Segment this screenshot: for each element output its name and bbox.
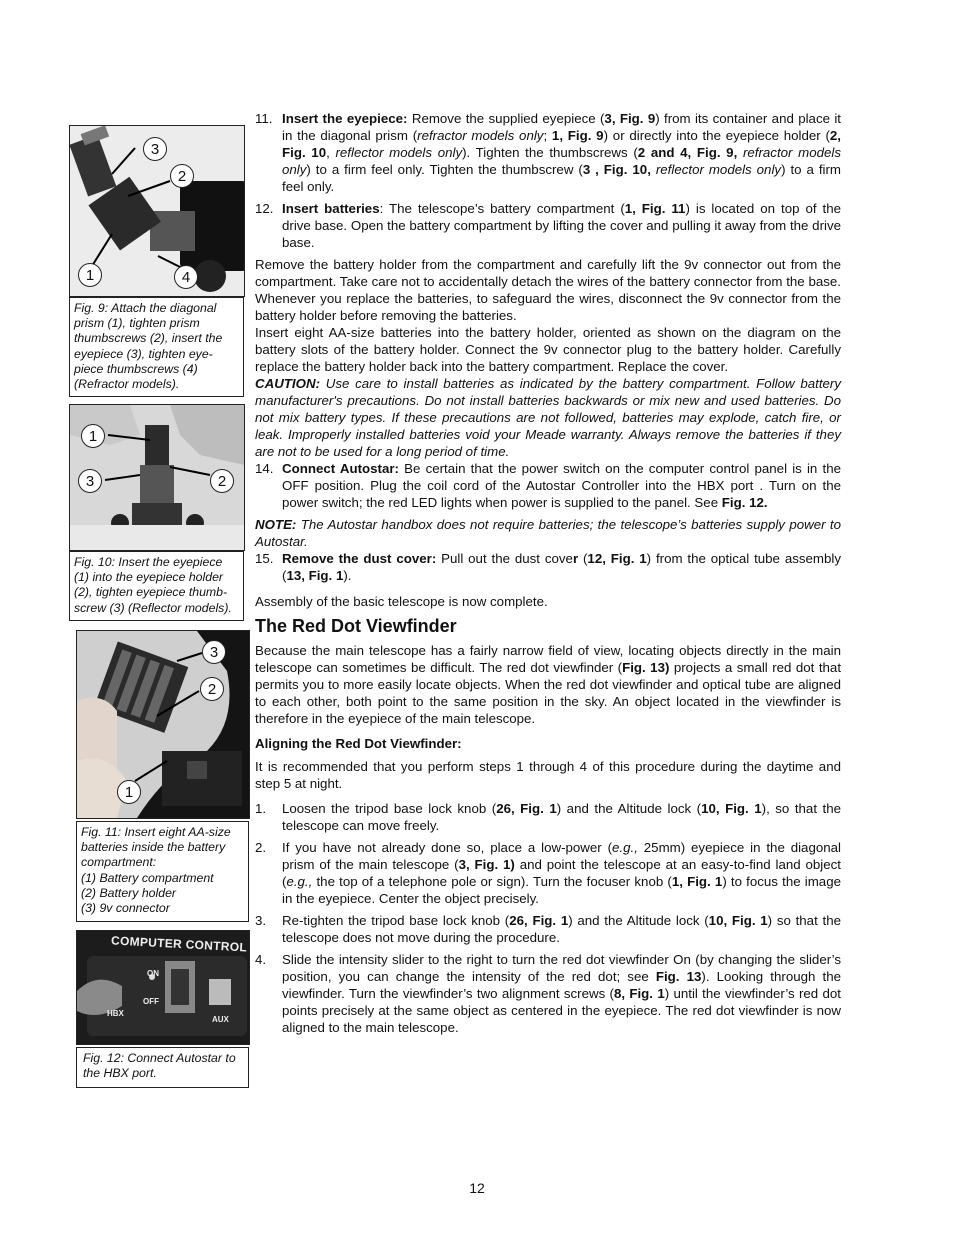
fig10-caption-line: screw (3) (Reflector models). xyxy=(74,600,232,615)
emph: e.g., xyxy=(612,840,638,855)
text: , xyxy=(326,145,336,160)
step-body xyxy=(282,550,841,584)
ref: Fig. 13) xyxy=(622,660,670,675)
fig11-caption-line: batteries inside the battery xyxy=(81,840,226,855)
ref: 8, Fig. 1 xyxy=(613,986,665,1001)
text: Because the main telescope has a fairly narrow field of view, locating objects directly in the main telescope can sometimes be difficult. The red dot viewfinder ( xyxy=(255,643,841,675)
text: ) or directly into the eyepiece holder ( xyxy=(603,128,830,143)
text: Pull out the dust cove xyxy=(436,551,573,566)
text: Re-tighten the tripod base lock knob ( xyxy=(282,913,510,928)
emph: e.g., xyxy=(286,874,313,889)
note-text: The Autostar handbox does not require batteries; the telescope’s batteries supply power to Autostar. xyxy=(255,517,841,549)
fig12-caption-line: Fig. 12: Connect Autostar to xyxy=(83,1051,236,1065)
fig10-caption-line: Fig. 10: Insert the eyepiece xyxy=(74,555,223,569)
fig9-callout-2: 2 xyxy=(170,164,194,188)
text: ) so that the telescope does not move during the procedure. xyxy=(282,913,841,945)
fig11-caption-line: (3) 9v connector xyxy=(81,901,170,916)
text: ( xyxy=(578,551,588,566)
ref: 13, Fig. 1 xyxy=(286,568,344,583)
step-number: 1. xyxy=(255,801,267,816)
ref: 3, Fig. 1) xyxy=(458,857,515,872)
fig9-caption-line: (Refractor models). xyxy=(74,377,180,392)
emph: refractor models only xyxy=(282,145,841,177)
fig12-panel-title: COMPUTER CONTROL xyxy=(110,933,248,955)
ref: 26, Fig. 1 xyxy=(509,913,569,928)
ref: 1, Fig. 1 xyxy=(671,874,723,889)
fig9-caption-line: piece thumbscrews (4) xyxy=(74,361,198,376)
text: : The telescope’s battery compartment ( xyxy=(379,201,625,216)
step-number: 11. xyxy=(255,111,273,126)
fig11-callout-1: 1 xyxy=(117,780,141,804)
text: the top of a telephone pole or sign). Turn the focuser knob ( xyxy=(312,874,672,889)
caution-label: CAUTION: xyxy=(255,376,320,391)
ref: 2 and 4, Fig. 9, xyxy=(637,145,738,160)
step-12-paragraph-3: Insert eight AA-size batteries into the battery holder, oriented as shown on the diagram on the battery slots of the battery holder. Connect the 9v connector plug to the battery holder. Carefully replace the battery holder back into the battery compartment. Replace the cover. xyxy=(255,325,841,374)
text: ), so that the telescope can move freely. xyxy=(282,801,842,833)
step-body xyxy=(282,839,841,907)
fig12-caption xyxy=(76,1047,249,1088)
subheading: Aligning the Red Dot Viewfinder: xyxy=(255,736,462,751)
text: Loosen the tripod base lock knob ( xyxy=(282,801,497,816)
align-step-3 xyxy=(255,912,841,946)
fig10-photo xyxy=(69,404,245,551)
caution-text: Use care to install batteries as indicated by the battery compartment. Follow battery manufacturer's precautions. Do not install batteries backwards or mix new and used batteries. Do not mix battery types. If these precautions are not followed, batteries may explode, catch fire, or leak. Improperly installed batteries void your Meade warranty. Always remove the batteries if they are not to be used for a long period of time. xyxy=(255,376,841,459)
fig9-caption-line: prism (1), tighten prism xyxy=(74,316,200,331)
step-lead: Insert the eyepiece: xyxy=(282,111,408,126)
recommend-paragraph: It is recommended that you perform steps 1 through 4 of this procedure during the daytime and step 5 at night. xyxy=(255,759,841,791)
fig9-caption xyxy=(69,297,244,397)
fig11-caption-line: (2) Battery holder xyxy=(81,885,177,900)
fig12-on-label: ON xyxy=(147,969,159,978)
step-lead: Remove the dust cover: xyxy=(282,551,437,566)
ref: 1, Fig. 9 xyxy=(551,128,604,143)
align-step-4 xyxy=(255,951,841,1036)
step-11 xyxy=(255,110,841,195)
fig10-callout-1: 1 xyxy=(81,424,105,448)
text: If you have not already done so, place a low-power ( xyxy=(282,840,613,855)
assembly-complete-text: Assembly of the basic telescope is now complete. xyxy=(255,594,548,609)
text: Slide the intensity slider to the right to turn the red dot viewfinder On (by changing the slider’s position, you can change the intensity of the red dot; see xyxy=(282,952,841,984)
step-body xyxy=(282,800,841,834)
ref: 2, Fig. 10 xyxy=(282,128,841,160)
step-number: 15. xyxy=(255,551,274,566)
fig10-caption-line: (1) into the eyepiece holder xyxy=(74,570,224,585)
ref: 1, Fig. 11 xyxy=(624,201,686,216)
step-15 xyxy=(255,550,841,584)
step-number: 2. xyxy=(255,840,267,855)
step-number: 4. xyxy=(255,952,267,967)
text: ) from the optical tube assembly ( xyxy=(282,551,841,583)
intro-paragraph xyxy=(255,642,841,727)
fig12-off-label: OFF xyxy=(143,997,159,1006)
text: ) and the Altitude lock ( xyxy=(556,801,702,816)
step-lead: Insert batteries xyxy=(282,201,380,216)
ref: Fig. 12. xyxy=(721,495,768,510)
section-title: The Red Dot Viewfinder xyxy=(255,616,457,636)
fig10-caption-line: (2), tighten eyepiece thumb- xyxy=(74,585,228,600)
step-12-paragraph-2: Remove the battery holder from the compartment and carefully lift the 9v connector out from the compartment. Take care not to accidentally detach the wires of the battery connector from the base. Whenever you replace the batteries, to safeguard the wires, disconnect the 9v connector from the battery holder before removing the batteries. xyxy=(255,257,841,323)
fig9-caption-line: Fig. 9: Attach the diagonal xyxy=(74,301,217,315)
fig9-callout-1: 1 xyxy=(78,263,102,287)
ref: 12, Fig. 1 xyxy=(587,551,647,566)
step-number: 14. xyxy=(255,461,274,476)
text: projects a small red dot that permits you to more easily locate objects. When the red dot viewfinder and optical tube are aligned to each other, both point to the same position in the sky. An object located in the viewfinder is therefore in the eyepiece of the main telescope. xyxy=(255,660,842,726)
text: Remove the supplied eyepiece ( xyxy=(407,111,605,126)
fig9-caption-line: eyepiece (3), tighten eye- xyxy=(74,346,213,361)
text: ). xyxy=(343,568,352,583)
step-body xyxy=(282,912,841,946)
ref: 3, Fig. 9 xyxy=(604,111,656,126)
step-lead: Connect Autostar: xyxy=(282,461,399,476)
text: ) to a firm feel only. Tighten the thumbscrew ( xyxy=(306,162,583,177)
align-step-2 xyxy=(255,839,841,907)
text: ) and the Altitude lock ( xyxy=(568,913,709,928)
text: ) until the viewfinder’s red dot points precisely at the same object as centered in the eyepiece. The red dot viewfinder is now aligned to the main telescope. xyxy=(282,986,842,1035)
step-number: 3. xyxy=(255,913,267,928)
step-12 xyxy=(255,200,841,251)
text: ) to a firm feel only. xyxy=(282,162,841,194)
step-body xyxy=(282,200,841,251)
ref: 26, Fig. 1 xyxy=(496,801,557,816)
emph: reflector models only xyxy=(335,145,463,160)
fig11-photo xyxy=(76,630,250,819)
ref: r xyxy=(572,551,579,566)
align-step-1 xyxy=(255,800,841,834)
step-body xyxy=(282,951,841,1036)
step-number: 12. xyxy=(255,201,274,216)
emph: refractor models only xyxy=(417,128,544,143)
fig9-caption-line: thumbscrews (2), insert the xyxy=(74,331,223,346)
fig10-caption xyxy=(69,551,244,621)
fig12-aux-label: AUX xyxy=(212,1015,229,1024)
fig10-callout-2: 2 xyxy=(210,469,234,493)
note-label: NOTE: xyxy=(255,517,297,532)
text: ) is located on top of the drive base. Open the battery compartment by lifting the cover and pulling it away from the drive base. xyxy=(282,201,841,250)
fig9-callout-4: 4 xyxy=(174,265,198,289)
fig12-photo xyxy=(76,930,250,1045)
caution-note xyxy=(255,375,841,460)
ref: Fig. 13 xyxy=(655,969,702,984)
text: ) to focus the image in the eyepiece. Center the object precisely. xyxy=(282,874,841,906)
autostar-note xyxy=(255,516,841,550)
fig11-callout-3: 3 xyxy=(202,640,226,664)
text: 25mm) eyepiece in the diagonal prism of the main telescope ( xyxy=(282,840,841,872)
main-text-column xyxy=(255,110,841,1041)
ref: 10, Fig. 1 xyxy=(701,801,762,816)
fig11-callout-2: 2 xyxy=(200,677,224,701)
text: ). Looking through the viewfinder. Turn the viewfinder’s two alignment screws ( xyxy=(282,969,841,1001)
text: ). Tighten the thumbscrews ( xyxy=(462,145,638,160)
emph: reflector models only xyxy=(655,162,782,177)
fig11-caption xyxy=(76,821,249,922)
fig11-caption-line: Fig. 11: Insert eight AA-size xyxy=(81,825,231,839)
page-number: 12 xyxy=(469,1180,485,1196)
fig11-caption-line: (1) Battery compartment xyxy=(81,870,214,885)
fig12-caption-line: the HBX port. xyxy=(83,1066,157,1081)
ref: 10, Fig. 1 xyxy=(708,913,768,928)
text: ; xyxy=(543,128,552,143)
text: ) from its container and place it in the diagonal prism ( xyxy=(282,111,841,143)
fig9-callout-3: 3 xyxy=(143,137,167,161)
fig12-hbx-label: HBX xyxy=(107,1009,124,1018)
fig11-caption-line: compartment: xyxy=(81,855,157,870)
fig10-callout-3: 3 xyxy=(78,469,102,493)
fig9-photo xyxy=(69,125,245,297)
step-14 xyxy=(255,460,841,511)
text: and point the telescope at an easy-to-find land object ( xyxy=(282,857,842,889)
step-body xyxy=(282,460,841,511)
ref: 3 , Fig. 10, xyxy=(582,162,651,177)
text: Be certain that the power switch on the computer control panel is in the OFF position. Plug the coil cord of the Autostar Controller into the HBX port . Turn on the power switch; the red LED lights when power is supplied to the panel. See xyxy=(282,461,841,510)
step-body xyxy=(282,110,841,195)
